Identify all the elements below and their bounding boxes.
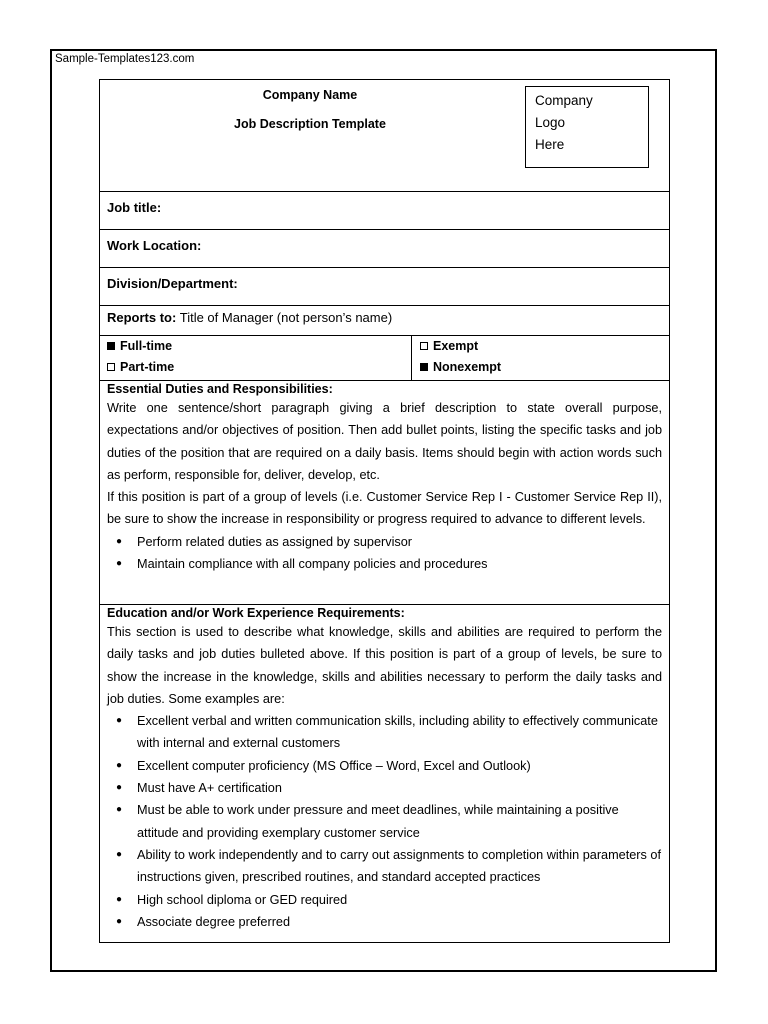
- employment-type-column: [100, 336, 412, 380]
- list-item: ● Excellent verbal and written communication skills, including ability to effectively communicate with internal and external customers: [107, 710, 662, 755]
- bullet-icon: ●: [116, 915, 123, 927]
- logo-line: Logo: [535, 115, 566, 130]
- job-title-label: Job title:: [107, 200, 162, 215]
- reports-to-label: Reports to:: [107, 310, 177, 325]
- education-section: [100, 604, 669, 942]
- education-heading: Education and/or Work Experience Requirements:: [107, 606, 405, 620]
- duties-heading: Essential Duties and Responsibilities:: [107, 382, 333, 396]
- list-item: ● Perform related duties as assigned by supervisor: [107, 531, 662, 553]
- part-time-option[interactable]: [107, 357, 411, 378]
- education-list: [107, 710, 662, 933]
- document-title: Job Description Template: [234, 117, 386, 131]
- bullet-icon: ●: [116, 558, 123, 570]
- bullet-icon: ●: [116, 759, 123, 771]
- full-time-label: Full-time: [120, 339, 173, 353]
- unchecked-box-icon[interactable]: [107, 363, 115, 371]
- bullet-icon: ●: [116, 804, 123, 816]
- work-location-label: Work Location:: [107, 238, 202, 253]
- division-label: Division/Department:: [107, 276, 238, 291]
- list-item: ● Associate degree preferred: [107, 911, 662, 933]
- list-item: ● High school diploma or GED required: [107, 889, 662, 911]
- company-name: Company Name: [262, 88, 358, 102]
- bullet-icon: ●: [116, 535, 123, 547]
- job-description-form: [99, 79, 670, 943]
- list-item: ● Must have A+ certification: [107, 777, 662, 799]
- bullet-icon: ●: [116, 893, 123, 905]
- bullet-icon: ●: [116, 782, 123, 794]
- reports-to-value: Title of Manager (not person’s name): [179, 310, 393, 325]
- employment-status-row: [100, 335, 669, 380]
- division-field[interactable]: [100, 267, 669, 305]
- reports-to-field[interactable]: [100, 305, 669, 335]
- work-location-field[interactable]: [100, 229, 669, 267]
- job-title-field[interactable]: [100, 191, 669, 229]
- logo-line: Company: [535, 93, 593, 108]
- duties-list: [107, 531, 662, 576]
- exempt-label: Exempt: [433, 339, 479, 353]
- list-item: ● Must be able to work under pressure and meet deadlines, while maintaining a positive attitude and providing exemplary customer service: [107, 799, 662, 844]
- list-item: ● Excellent computer proficiency (MS Office – Word, Excel and Outlook): [107, 755, 662, 777]
- form-header: [100, 80, 669, 191]
- source-label: Sample-Templates123.com: [55, 53, 195, 65]
- logo-placeholder: [525, 86, 649, 168]
- part-time-label: Part-time: [120, 360, 175, 374]
- bullet-icon: ●: [116, 848, 123, 860]
- logo-line: Here: [535, 137, 565, 152]
- checked-box-icon[interactable]: [107, 342, 115, 350]
- full-time-option[interactable]: [107, 336, 411, 357]
- exempt-option[interactable]: [420, 336, 669, 357]
- bullet-icon: ●: [116, 715, 123, 727]
- list-item: ● Ability to work independently and to carry out assignments to completion within parameters of instructions given, prescribed routines, and standard accepted practices: [107, 844, 662, 889]
- unchecked-box-icon[interactable]: [420, 342, 428, 350]
- list-item: ● Maintain compliance with all company policies and procedures: [107, 553, 662, 575]
- checked-box-icon[interactable]: [420, 363, 428, 371]
- duties-section: [100, 380, 669, 604]
- nonexempt-option[interactable]: [420, 357, 669, 378]
- education-paragraph: This section is used to describe what knowledge, skills and abilities are required to perform the daily tasks and job duties bulleted above. If this position is part of a group of levels, be sure to show the increase in the knowledge, skills and abilities necessary to perform the daily tasks and job duties. Some examples are:: [107, 625, 662, 706]
- duties-paragraph: If this position is part of a group of levels (i.e. Customer Service Rep I - Customer Service Rep II), be sure to show the increase in responsibility or progress required to advance to different levels.: [107, 490, 662, 527]
- duties-paragraph: Write one sentence/short paragraph giving a brief description to state overall purpose, expectations and/or objectives of position. Then add bullet points, listing the specific tasks and job duties of the position that are required on a daily basis. Items should begin with action words such as perform, responsible for, deliver, develop, etc.: [107, 401, 662, 482]
- nonexempt-label: Nonexempt: [433, 360, 502, 374]
- exemption-column: [412, 336, 669, 380]
